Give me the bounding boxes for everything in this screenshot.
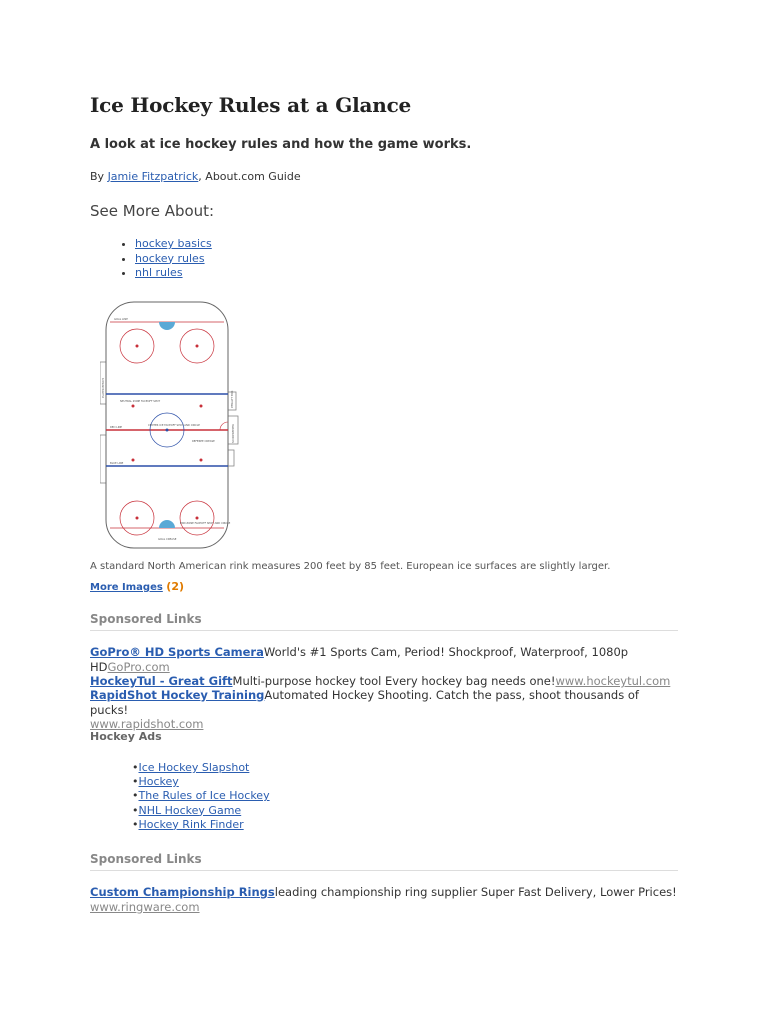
sponsored-links-heading: Sponsored Links (90, 852, 678, 871)
sponsored-ad (90, 688, 680, 732)
rink-label-center-circle: CENTER ICE FACEOFF SPOT AND CIRCLE (148, 424, 200, 427)
ad-text: Automated Hockey Shooting. Catch the pass, shoot thousands of pucks! (90, 688, 639, 717)
sponsored-ad (90, 645, 680, 674)
byline-suffix: , About.com Guide (198, 170, 301, 183)
ad-url-link[interactable]: GoPro.com (107, 659, 170, 674)
more-images-count: (2) (166, 580, 185, 593)
sponsored-ad (90, 885, 680, 914)
sponsored-ad (90, 674, 680, 689)
more-images-link[interactable]: More Images (90, 582, 163, 593)
rink-label-player-bench: PLAYER BENCH (102, 378, 105, 398)
list-item: •Hockey Rink Finder (132, 817, 244, 831)
rink-label-blue-line: BLUE LINE (110, 462, 124, 465)
list-item: •Ice Hockey Slapshot (132, 761, 250, 774)
hockey-ads-heading: Hockey Ads (90, 730, 162, 743)
ad-title-link[interactable]: RapidShot Hockey Training (90, 688, 265, 702)
more-images (90, 580, 184, 593)
byline-prefix: By (90, 170, 108, 183)
page-title: Ice Hockey Rules at a Glance (90, 93, 412, 117)
hockey-ad-link[interactable]: NHL Hockey Game (138, 803, 242, 817)
neutral-spot (200, 459, 203, 462)
see-more-link-nhl-rules[interactable]: nhl rules (135, 266, 183, 279)
ad-title-link[interactable]: GoPro® HD Sports Camera (90, 645, 264, 659)
neutral-spot (200, 405, 203, 408)
see-more-link-hockey-rules[interactable]: hockey rules (135, 251, 205, 265)
rink-diagram[interactable] (100, 300, 250, 550)
rink-label-referee: REFEREE CREASE (192, 440, 215, 443)
hockey-ad-link[interactable]: Hockey (138, 775, 179, 789)
see-more-link-hockey-basics[interactable]: hockey basics (135, 237, 212, 250)
list-item: •The Rules of Ice Hockey (132, 789, 270, 803)
ad-url-link[interactable]: www.rapidshot.com (90, 717, 204, 731)
article-subtitle: A look at ice hockey rules and how the game works. (90, 137, 472, 152)
author-link[interactable]: Jamie Fitzpatrick (107, 170, 199, 183)
rink-label-end-zone: END ZONE FACEOFF SPOT AND CIRCLE (180, 522, 231, 525)
faceoff-spot (196, 345, 199, 348)
hockey-ad-link[interactable]: Hockey Rink Finder (138, 817, 244, 831)
list-item: •NHL Hockey Game (132, 803, 242, 817)
see-more-list (90, 237, 212, 281)
center-spot (166, 429, 169, 432)
ad-title-link[interactable]: HockeyTul - Great Gift (90, 674, 233, 688)
faceoff-spot (136, 517, 139, 520)
list-item (135, 252, 212, 267)
rink-label-goal-crease: GOAL CREASE (158, 538, 177, 541)
neutral-spot (132, 405, 135, 408)
list-item (135, 266, 212, 281)
ad-text: World's #1 Sports Cam, Period! Shockproof, Waterproof, 1080p HD (90, 645, 629, 674)
rink-label-goal-line: GOAL LINE (114, 318, 128, 321)
player-bench-left-2 (100, 435, 106, 483)
hockey-ad-link[interactable]: The Rules of Ice Hockey (138, 789, 270, 803)
ad-url-link[interactable]: www.hockeytul.com (555, 674, 671, 688)
ad-url-link[interactable]: www.ringware.com (90, 899, 200, 914)
rink-label-red-line: RED LINE (110, 426, 123, 429)
neutral-spot (132, 459, 135, 462)
list-item (135, 237, 212, 252)
rink-label-neutral-zone: NEUTRAL ZONE FACEOFF SPOT (120, 400, 161, 403)
ad-text: Multi-purpose hockey tool Every hockey bag needs one! (232, 674, 556, 688)
hockey-ad-link[interactable]: Ice Hockey Slapshot (138, 761, 250, 774)
image-caption: A standard North American rink measures 200 feet by 85 feet. European ice surfaces are slightly larger. (90, 561, 611, 572)
faceoff-spot (136, 345, 139, 348)
rink-label-penalty-box: PENALTY BOX (231, 390, 234, 408)
byline (90, 170, 301, 183)
ad-text: leading championship ring supplier Super Fast Delivery, Lower Prices! (274, 885, 677, 899)
list-item: •Hockey (132, 775, 179, 789)
sponsored-links-heading: Sponsored Links (90, 612, 678, 631)
penalty-box-right-2 (228, 450, 234, 466)
ad-title-link[interactable]: Custom Championship Rings (90, 885, 275, 899)
see-more-heading: See More About: (90, 202, 215, 220)
faceoff-spot (196, 517, 199, 520)
hockey-ads-list (132, 761, 270, 832)
rink-label-scorekeeper: SCOREKEEPER (232, 424, 235, 443)
